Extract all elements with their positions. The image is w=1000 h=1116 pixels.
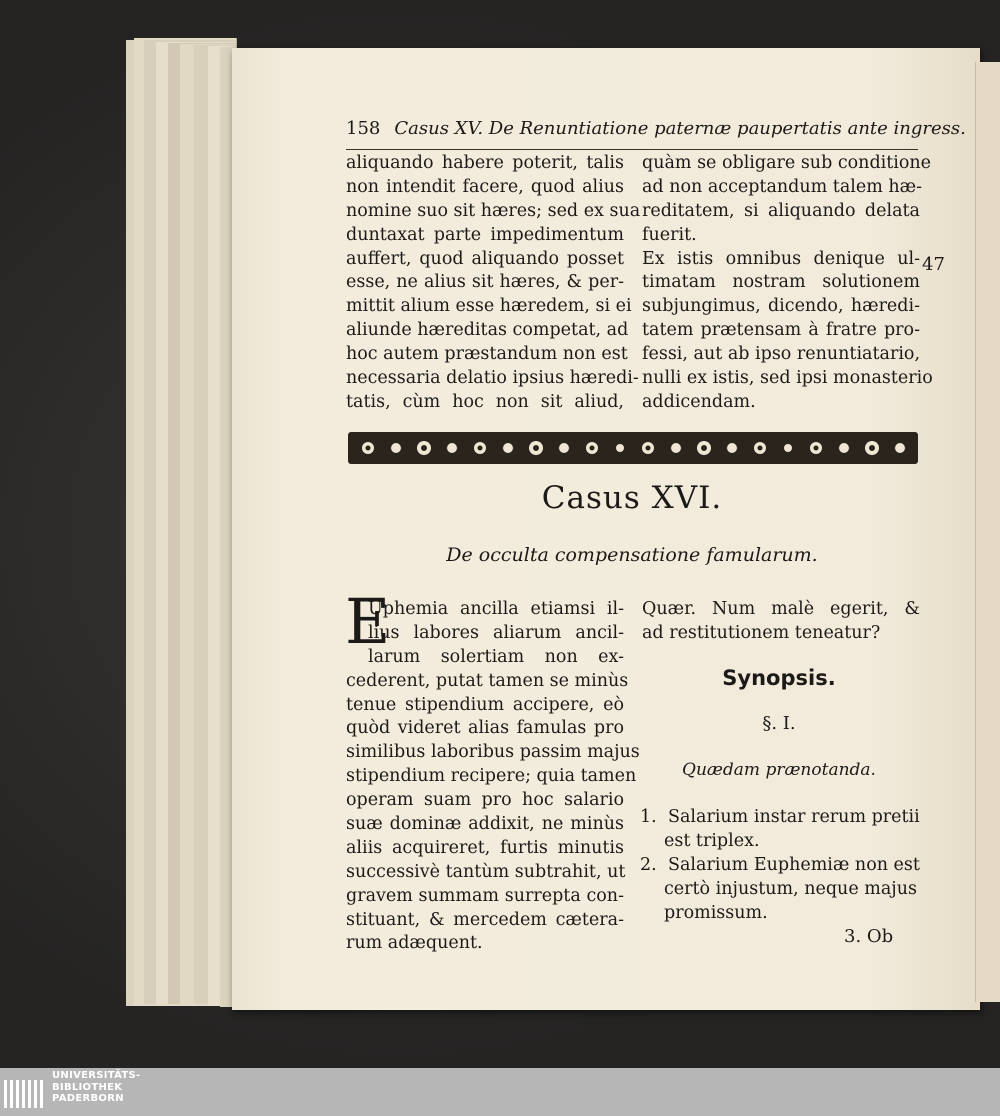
question-block	[642, 598, 920, 646]
text-line: tenue stipendium accipere, eò	[346, 694, 624, 715]
margin-number: 47	[922, 254, 945, 275]
text-line: addicendam.	[642, 391, 756, 412]
text-line: duntaxat parte impedimentum	[346, 224, 624, 245]
library-line: BIBLIOTHEK	[52, 1081, 123, 1093]
library-line: PADERBORN	[52, 1093, 124, 1104]
catchword: 3. Ob	[844, 926, 894, 947]
section-mark: §. I.	[762, 713, 796, 734]
text-line: stituant, & mercedem cætera-	[346, 909, 624, 930]
list-item-number: 1.	[640, 807, 657, 827]
text-line: fuerit.	[642, 224, 697, 245]
text-line: aliunde hæreditas competat, ad	[346, 320, 629, 341]
text-line: gravem summam surrepta con-	[346, 885, 624, 906]
text-line: timatam nostram solutionem	[642, 272, 920, 293]
text-line: tatis, cùm hoc non sit aliud,	[346, 391, 624, 412]
case-title: Casus XVI.	[541, 480, 723, 516]
list-item-line: Salarium Euphemiæ non est	[668, 855, 920, 875]
running-header	[346, 118, 966, 148]
text-line: cederent, putat tamen se minùs	[346, 670, 629, 691]
text-line: mittit alium esse hæredem, si ei	[346, 296, 632, 317]
case-subtitle: De occulta compensatione famularum.	[446, 544, 818, 566]
text-line: tatem prætensam à fratre pro-	[642, 320, 920, 341]
text-line: ad non acceptandum talem hæ-	[642, 176, 923, 197]
text-line: quàm se obligare sub conditione	[642, 153, 932, 173]
facing-page-edge	[975, 62, 1000, 1002]
list-item-line: certò injustum, neque majus	[664, 879, 917, 899]
text-line: necessaria delatio ipsius hæredi-	[346, 368, 639, 389]
text-line: nomine suo sit hæres; sed ex sua	[346, 200, 641, 221]
header-rule	[346, 149, 918, 150]
text-line: ad restitutionem teneatur?	[642, 622, 881, 643]
text-line: Ex istis omnibus denique ul-	[642, 248, 920, 269]
library-line: UNIVERSITÄTS-	[52, 1070, 141, 1081]
text-line: lius labores aliarum ancil-	[368, 622, 624, 643]
list-item-line: Salarium instar rerum pretii	[668, 807, 920, 827]
text-line: rum adæquent.	[346, 933, 483, 954]
text-line: aliis acquireret, furtis minutis	[346, 837, 624, 858]
prenotanda-heading: Quædam prænotanda.	[682, 760, 876, 780]
ornament-band	[348, 430, 918, 466]
running-title: Casus XV. De Renuntiatione paternæ paupertatis ante ingress.	[394, 118, 966, 139]
top-right-column	[642, 152, 933, 415]
footer-bar	[0, 1068, 1000, 1116]
text-line: hoc autem præstandum non est	[346, 344, 628, 365]
text-line: larum solertiam non ex-	[368, 646, 624, 667]
list-item-line: est triplex.	[664, 831, 760, 851]
top-left-column	[346, 152, 641, 415]
text-line: suæ dominæ addixit, ne minùs	[346, 814, 624, 835]
text-line: reditatem, si aliquando delata	[642, 200, 920, 221]
text-line: similibus laboribus passim majus	[346, 742, 640, 763]
text-line: nulli ex istis, sed ipsi monasterio	[642, 368, 933, 389]
text-line: Quær. Num malè egerit, &	[642, 599, 920, 619]
text-line: aliquando habere poterit, talis	[346, 153, 624, 173]
text-line: operam suam pro hoc salario	[346, 790, 624, 811]
text-line: stipendium recipere; quia tamen	[346, 766, 637, 787]
text-line: fessi, aut ab ipso renuntiatario,	[642, 344, 921, 365]
text-line: non intendit facere, quod alius	[346, 176, 624, 197]
text-line: subjungimus, dicendo, hæredi-	[642, 296, 920, 317]
text-line: Uphemia ancilla etiamsi il-	[368, 599, 624, 619]
drop-cap: E	[345, 585, 391, 658]
library-name	[52, 1070, 141, 1105]
text-line: quòd videret alias famulas pro	[346, 718, 624, 739]
synopsis-title: Synopsis.	[722, 666, 836, 690]
list-item-line: promissum.	[664, 903, 768, 923]
text-line: successivè tantùm subtrahit, ut	[346, 861, 626, 882]
library-logo-icon	[4, 1072, 46, 1112]
case-body-column	[346, 598, 640, 956]
list-item-number: 2.	[640, 855, 657, 875]
page-number: 158	[346, 118, 381, 139]
text-line: auffert, quod aliquando posset	[346, 248, 624, 269]
text-line: esse, ne alius sit hæres, & per-	[346, 272, 624, 293]
